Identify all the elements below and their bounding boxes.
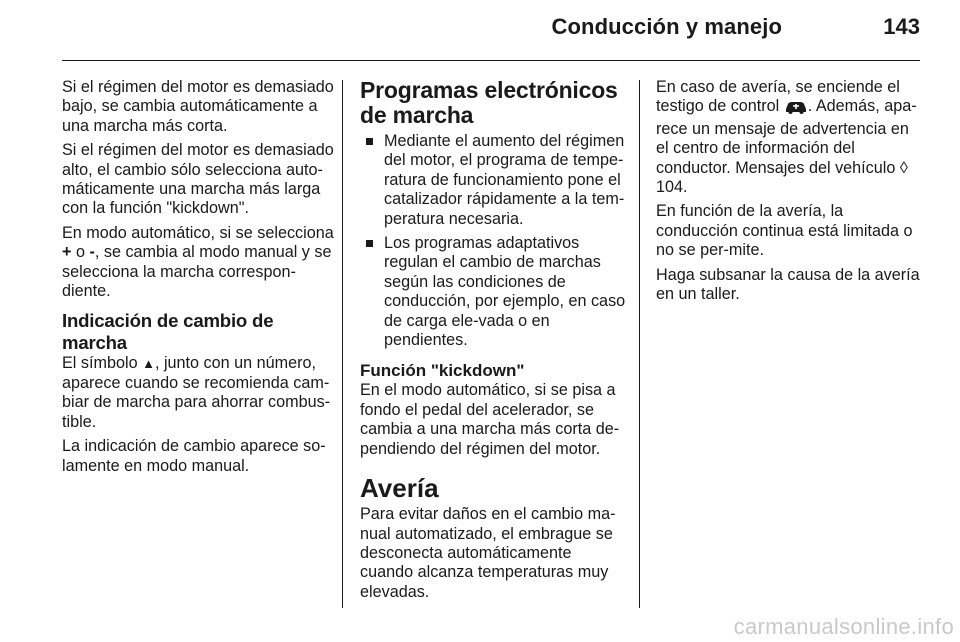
plus-symbol: + bbox=[62, 243, 72, 262]
paragraph-limited-driving: En función de la avería, la conducción continua está limitada o no se per-mite. bbox=[656, 202, 913, 260]
column-divider-left bbox=[342, 80, 343, 608]
watermark: carmanualsonline.info bbox=[733, 614, 954, 639]
text-span: , se cambia al modo manual y se selecciona la marcha correspon-diente. bbox=[62, 243, 332, 301]
list-item-text: Mediante el aumento del régimen del motor, el programa de tempe-ratura de funcionamiento pone el catalizador rápidamente a la tem-peratura necesaria. bbox=[384, 132, 625, 228]
column-divider-right bbox=[639, 80, 640, 608]
paragraph-manual-only: La indicación de cambio aparece so-lamente en modo manual. bbox=[62, 437, 326, 475]
paragraph-high-rpm: Si el régimen del motor es demasiado alto, el cambio sólo selecciona auto-máticamente una marcha más larga con la función "kickdown". bbox=[62, 141, 334, 218]
minus-symbol: - bbox=[89, 243, 95, 262]
page-title: Conducción y manejo bbox=[551, 14, 782, 39]
list-item bbox=[360, 132, 628, 229]
column-2 bbox=[360, 78, 628, 607]
text-span: El símbolo bbox=[62, 354, 143, 373]
column-1 bbox=[62, 78, 334, 481]
bullet-square-icon bbox=[366, 138, 373, 145]
text-span: o bbox=[71, 243, 90, 262]
upshift-triangle-icon: ▲ bbox=[142, 356, 155, 372]
paragraph-auto-mode bbox=[62, 224, 334, 302]
header-divider bbox=[62, 60, 920, 61]
text-span: En caso de avería, se enciende el testigo de control bbox=[656, 78, 900, 116]
car-wrench-icon bbox=[784, 99, 808, 119]
page-ref-icon: ◊ bbox=[899, 158, 908, 177]
paragraph-warning-lamp bbox=[656, 78, 922, 197]
page-number: 143 bbox=[883, 14, 920, 39]
section-heading-kickdown: Función "kickdown" bbox=[360, 361, 525, 381]
paragraph-kickdown: En el modo automático, si se pisa a fondo el pedal del acelerador, se cambia a una marcha más corta de-pendiendo del régimen del motor. bbox=[360, 381, 620, 458]
section-heading-averia: Avería bbox=[360, 473, 439, 504]
text-span: En modo automático, si se selecciona bbox=[62, 223, 334, 242]
section-heading-gear-indicator: Indicación de cambio de marcha bbox=[62, 310, 274, 354]
paragraph-low-rpm: Si el régimen del motor es demasiado bajo, se cambia automáticamente a una marcha más corta. bbox=[62, 78, 334, 135]
paragraph-averia: Para evitar daños en el cambio ma-nual automatizado, el embrague se desconecta automáticamente cuando alcanza temperaturas muy elevadas. bbox=[360, 505, 616, 601]
bullet-square-icon bbox=[366, 240, 373, 247]
page-ref-link[interactable]: 104. bbox=[656, 178, 688, 197]
text-span: , junto con un número, aparece cuando se recomienda cam-biar de marcha para ahorrar combus-tible. bbox=[62, 354, 331, 431]
section-heading-electronic-programs: Programas electrónicos de marcha bbox=[360, 77, 618, 128]
column-3 bbox=[656, 78, 922, 309]
list-item-text: Los programas adaptativos regulan el cambio de marchas según las condiciones de conducción, por ejemplo, en caso de carga ele-vada o en pendientes. bbox=[384, 234, 626, 350]
list-item bbox=[360, 234, 628, 350]
paragraph-workshop: Haga subsanar la causa de la avería en un taller. bbox=[656, 265, 920, 304]
paragraph-symbol bbox=[62, 354, 334, 432]
text-span: . Además, apa-rece un mensaje de advertencia en el centro de información del conductor. Mensajes del vehículo bbox=[656, 97, 917, 177]
